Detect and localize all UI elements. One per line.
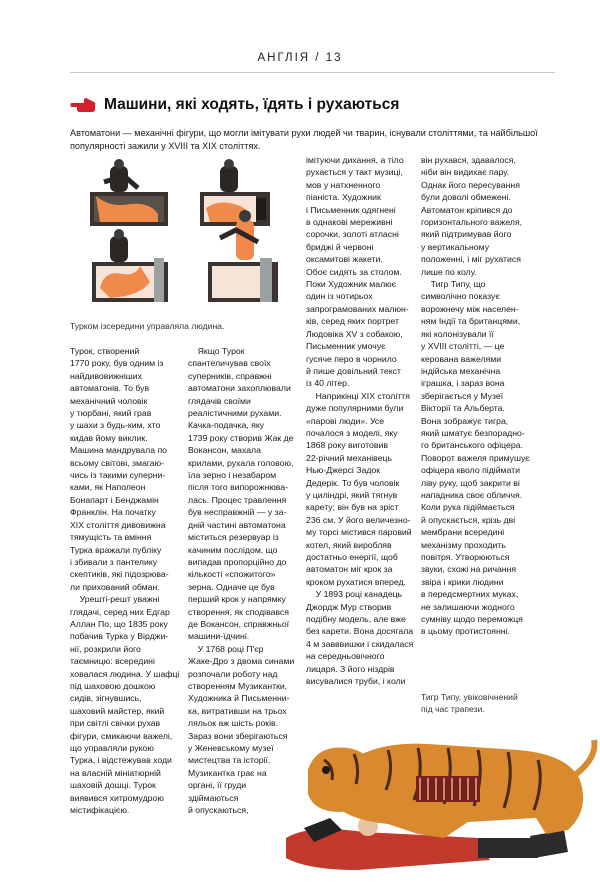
- turk-panel-2: [200, 159, 270, 226]
- page-number: 13: [325, 52, 343, 64]
- header-separator: /: [315, 52, 321, 64]
- turk-automaton-illustration: [70, 158, 295, 316]
- header-section: АНГЛІЯ: [257, 52, 311, 64]
- article-intro: Автоматони — механічні фігури, що могли імітувати рухи людей чи тварин, існували століттями, та найбільшої популярності зажили у XVIII та XIX століттях.: [70, 128, 538, 152]
- header-rule: [70, 72, 555, 73]
- tipus-tiger-illustration: [268, 720, 600, 882]
- turk-panel-3: [92, 229, 168, 302]
- article-title-row: [70, 96, 560, 114]
- text-column-4: він рухався, здавалося, ніби він видихає пару. Однак його пересування були доволі обмежені. Автоматон кріпився до горизонтального важеля, який підтримував його у вертикальному положенні, і міг рухатися лише по колу. Тигр Типу, що символічно показує ворожнечу між населен- ням Індії та британцями, які колонізували її у XVIII столітті, — це керована важелями індійська механічна іграшка, і зараз вона зберігається у Музеї Вікторії та Альберта. Вона зображує тигра, який шматує безпорадно- го британського офіцера. Поворот важеля примушує офіцера кволо підіймати ліву руку, щоб закрити ві нападника своє обличчя. Коли рука підіймається й опускається, крізь дві мембрани всередині механізму проходить повітря. Утворюються звуки, схожі на ричання звіра і крики людини в передсмертних муках, не залишаючи жодного сумніву щодо переможця в цьому протистоянні.: [421, 155, 530, 637]
- text-column-2: Якщо Турок спантеличував своїх суперників, справжні автоматони захоплювали глядачів своїми реалістичними рухами. Качка-подачка, яку 1739 року створив Жак де Вокансон, махала крилами, рухала головою, їла зерно і незабаром після того випорожнюва- лась. Процес травлення був несправжній — у за- дній частині автоматона міститься резервуар із качиним послідом, що випадав пропорційно до кількості «спожитого» зерна. Одначе це був перший крок у напрямку створення, як сподівався де Вокансон, справжньої машини-їдчині. У 1768 році П'єр Жаке-Дро з двома синами розпочали роботу над створенням Музикантки, Художника й Письменни- ка, витративши на трьох ляльок аж шість років. Зараз вони зберігаються у Женевському музеї мистецтва та історії. Музикантка грає на органі, її груди здіймаються й опускаються,: [188, 346, 295, 816]
- tipu-caption: Тигр Типу, увіковічнений під час трапези.: [421, 692, 518, 715]
- pointing-hand-icon: [70, 97, 96, 113]
- tiger-body: [308, 740, 594, 838]
- text-column-3: імітуючи дихання, а тіло рухається у такт музиці, мов у натхненного піаніста. Художник і Письменник одягнені в однакові мереживні сорочки, золоті атласні бриджі й червоні оксамитові жакети. Обоє сидять за столом. Поки Художник малює один із чотирьох запрограмованих малюн- ків, серед яких портрет Людовіка XV з собакою, Письменник умочує гусяче перо в чорнило й пише довільний текст із 40 літер. Наприкінці XIX століття дуже популярними були «парові люди». Усе почалося з моделі, яку 1868 року виготовив 22-річний механівець Нью-Джерсі Задок Дедерік. То був чоловік у циліндрі, який тягнув карету; він був на зріст 236 см. У його величезно- му торсі містився паровий котел, який виробляв достатньо енергії, щоб автоматон міг крок за кроком рухатися вперед. У 1893 році канадець Джордж Мур створив подібну модель, але вже без карети. Вона досягала 4 м завввишки і скидалася на середньовічного лицаря. З його ніздрів висувалися труби, і коли: [306, 155, 414, 687]
- article-title: Машини, які ходять, їдять і рухаються: [104, 96, 400, 113]
- text-column-1: Турок, створений 1770 року, був одним із найдивовижніших автоматонів. То був механічний чоловік у тюрбані, який грав у шахи з будь-ким, хто кидав йому виклик. Машина мандрувала по всьому світові, змагаю- чись із такими суперни- ками, як Наполеон Бонапарт і Бенджамін Франклін. На початку XIX століття дивовижна тямущість та вміння Турка вражали публіку і збивали з пантелику скептиків, які підозрюва- ли прихований обман. Урешті-решт уважні глядачі, серед них Едгар Аллан По, що 1835 року побачив Турка у Вірджи- нії, розкрили його таємницю: всередині ховалася людина. У шафці під шаховою дошкою сидів, зігнувшись, шаховий майстер, який при світлі свічки рухав фігури, смикаючи важелі, що управляли рукою Турка, і відстежував ходи на власній мініатюрній шаховій дошці. Турок виявився хитромудрою містифікацією.: [70, 346, 180, 816]
- turk-panel-1: [90, 159, 168, 226]
- turk-caption: Турком ізсередини управляла людина.: [70, 321, 225, 331]
- running-header: [0, 52, 600, 64]
